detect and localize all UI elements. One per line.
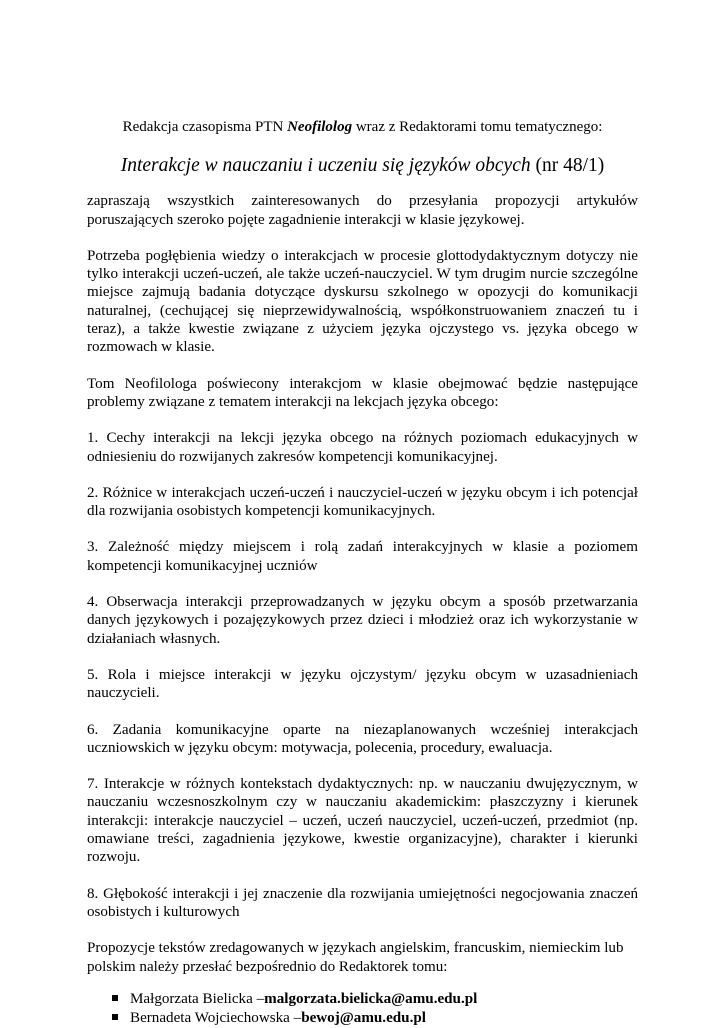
topic-item-3: 3. Zależność między miejscem i rolą zadań interakcyjnych w klasie a poziomem kompetencji komunikacyjnej uczniów: [87, 539, 638, 574]
intro-line: [87, 118, 638, 136]
theme-title: [87, 154, 638, 178]
contact-email-link[interactable]: bewoj@amu.edu.pl: [301, 1009, 426, 1026]
topic-item-1: 1. Cechy interakcji na lekcji języka obcego na różnych poziomach edukacyjnych w odniesieniu do rozwijanych zakresów kompetencji komunikacyjnej.: [87, 430, 638, 465]
contact-name: Bernadeta Wojciechowska –: [130, 1009, 302, 1026]
contact-item: [112, 1009, 638, 1028]
theme-title-text: Interakcje w nauczaniu i uczeniu się języków obcych: [120, 155, 531, 177]
contact-item: [112, 990, 638, 1009]
invitation-paragraph: zapraszają wszystkich zainteresowanych do przesyłania propozycji artykułów poruszających szeroko pojęte zagadnienie interakcji w klasie językowej.: [87, 193, 638, 228]
submission-paragraph: Propozycje tekstów zredagowanych w językach angielskim, francuskim, niemieckim lub polskim należy przesłać bezpośrednio do Redaktorek tomu:: [87, 940, 624, 975]
intro-text-post: wraz z Redaktorami tomu tematycznego:: [352, 119, 603, 135]
square-bullet-icon: [112, 995, 118, 1001]
topic-item-6: 6. Zadania komunikacyjne oparte na niezaplanowanych wcześniej interakcjach uczniowskich w języku obcym: motywacja, polecenia, procedury, ewaluacja.: [87, 721, 638, 756]
contact-email-link[interactable]: malgorzata.bielicka@amu.edu.pl: [264, 990, 478, 1007]
topic-item-5: 5. Rola i miejsce interakcji w języku ojczystym/ języku obcym w uzasadnieniach nauczycieli.: [87, 666, 638, 702]
editor-contact-list: [87, 990, 638, 1028]
contact-name: Małgorzata Bielicka –: [130, 990, 265, 1007]
topic-item-4: 4. Obserwacja interakcji przeprowadzanych w języku obcym a sposób przetwarzania danych językowych i pozajęzykowych przez dzieci i młodzież oraz ich wykorzystanie w działaniach własnych.: [87, 594, 638, 647]
intro-text-pre: Redakcja czasopisma PTN: [122, 119, 288, 135]
context-paragraph: Potrzeba pogłębienia wiedzy o interakcjach w procesie glottodydaktycznym dotyczy nie tylko interakcji uczeń-uczeń, ale także uczeń-nauczyciel. W tym drugim nurcie szczególne miejsce zajmują badania dotyczące dyskursu szkolnego w opozycji do komunikacji naturalnej, (cechującej się nieprzewidywalnością, współkonstruowaniem znaczeń tu i teraz), a także kwestie związane z użyciem języka ojczystego vs. języka obcego w rozmowach w klasie.: [87, 247, 638, 356]
square-bullet-icon: [112, 1014, 118, 1020]
issue-number: (nr 48/1): [530, 155, 605, 177]
topic-item-2: 2. Różnice w interakcjach uczeń-uczeń i nauczyciel-uczeń w języku obcym i ich potencjał dla rozwijania osobistych kompetencji komunikacyjnych.: [87, 484, 638, 520]
scope-paragraph: Tom Neofilologa poświecony interakcjom w klasie obejmować będzie następujące problemy związane z tematem interakcji na lekcjach języka obcego:: [87, 375, 638, 410]
document-body: [87, 118, 638, 1028]
topic-item-8: 8. Głębokość interakcji i jej znaczenie dla rozwijania umiejętności negocjowania znaczeń osobistych i kulturowych: [87, 885, 638, 920]
journal-name: Neofilolog: [287, 119, 353, 135]
topic-item-7: 7. Interakcje w różnych kontekstach dydaktycznych: np. w nauczaniu dwujęzycznym, w nauczaniu wczesnoszkolnym czy w nauczaniu akademickim: płaszczyzny i kierunek interakcji: interakcje nauczyciel – uczeń, uczeń nauczyciel, uczeń-uczeń, przedmiot (np. omawiane treści, zagadnienia językowe, kwestie organizacyjne), charakter i kierunki rozwoju.: [87, 776, 638, 866]
